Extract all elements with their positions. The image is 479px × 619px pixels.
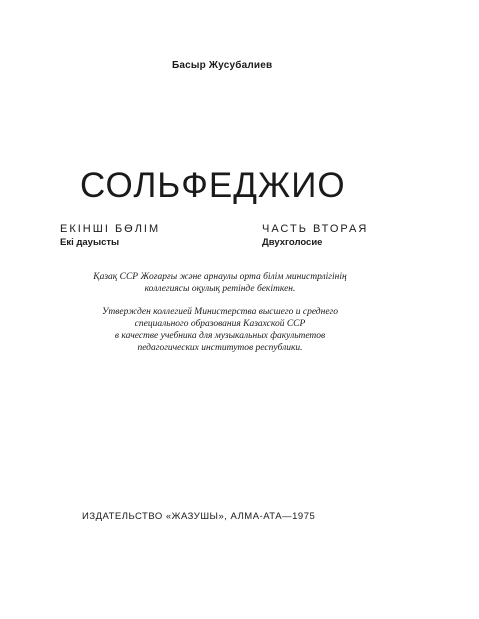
part-label-kazakh: ЕКІНШІ БӨЛІМ xyxy=(60,223,161,235)
approval-kz-line: коллегиясы оқулық ретінде бекіткен. xyxy=(144,284,296,294)
approval-kz-line: Қазақ ССР Жоғарғы және арнаулы орта білім министрлігінің xyxy=(93,272,347,282)
approval-note-kazakh xyxy=(60,271,380,295)
part-label-russian: ЧАСТЬ ВТОРАЯ xyxy=(262,223,369,235)
approval-note-russian xyxy=(70,306,370,354)
approval-ru-line: в качестве учебника для музыкальных факультетов xyxy=(114,331,326,341)
approval-ru-line: специального образования Казахской ССР xyxy=(134,319,306,329)
approval-ru-line: педагогических институтов республики. xyxy=(137,343,303,353)
subtitle-kazakh: Екі дауысты xyxy=(60,237,120,248)
book-title: СОЛЬФЕДЖИО xyxy=(80,166,346,205)
publisher-imprint: ИЗДАТЕЛЬСТВО «ЖАЗУШЫ», АЛМА-АТА—1975 xyxy=(82,511,316,522)
approval-ru-line: Утвержден коллегией Министерства высшего и среднего xyxy=(102,307,338,317)
subtitle-russian: Двухголосие xyxy=(262,237,323,248)
author-name: Басыр Жусубалиев xyxy=(172,60,273,71)
